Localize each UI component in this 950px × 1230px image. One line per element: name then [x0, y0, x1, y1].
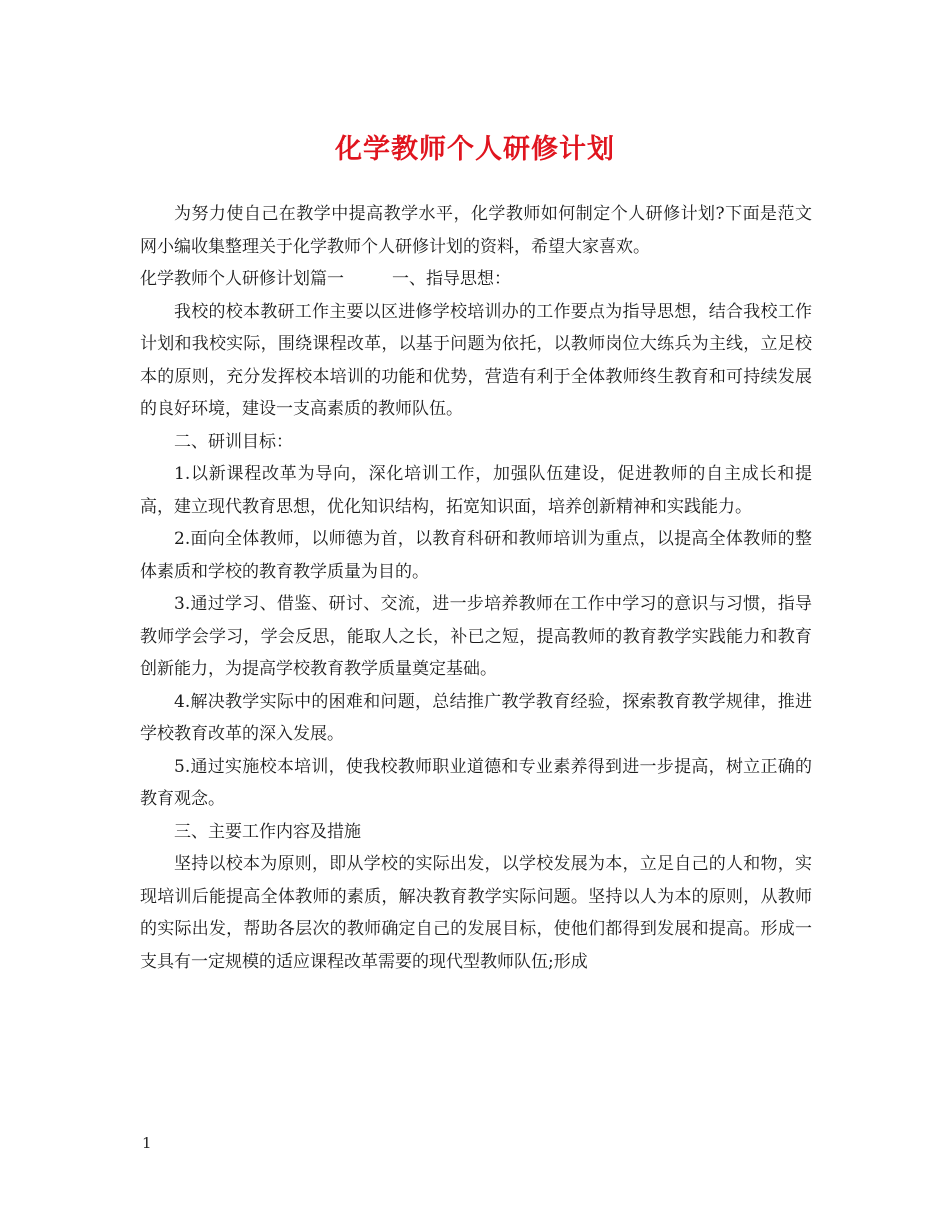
paragraph-measures: 坚持以校本为原则，即从学校的实际出发，以学校发展为本，立足自己的人和物，实现培训后能提高全体教师的素质，解决教育教学实际问题。坚持以人为本的原则，从教师的实际出发，帮助各层次的教师确定自己的发展目标，使他们都得到发展和提高。形成一支具有一定规模的适应课程改革需要的现代型教师队伍;形成 [140, 854, 812, 972]
paragraph-section-heading [140, 263, 812, 296]
section-title: 化学教师个人研修计划篇一 [140, 269, 344, 289]
subsection-heading-goals: 二、研训目标： [174, 431, 293, 452]
paragraph-goal-3: 3.通过学习、借鉴、研讨、交流，进一步培养教师在工作中学习的意识与习惯，指导教师学会学习，学会反思，能取人之长，补已之短，提高教师的教育教学实践能力和教育创新能力，为提高学校教育教学质量奠定基础。 [140, 594, 812, 679]
paragraph-guiding-thought: 我校的校本教研工作主要以区进修学校培训办的工作要点为指导思想，结合我校工作计划和我校实际，围绕课程改革，以基于问题为依托，以教师岗位大练兵为主线，立足校本的原则，充分发挥校本培训的功能和优势，营造有利于全体教师终生教育和可持续发展的良好环境，建设一支高素质的教师队伍。 [140, 301, 812, 419]
subsection-heading-measures: 三、主要工作内容及措施 [174, 821, 361, 842]
paragraph-goal-4: 4.解决教学实际中的困难和问题，总结推广教学教育经验，探索教育教学规律，推进学校教育改革的深入发展。 [140, 691, 812, 744]
paragraph-goal-2: 2.面向全体教师，以师德为首，以教育科研和教师培训为重点，以提高全体教师的整体素质和学校的教育教学质量为目的。 [140, 529, 812, 582]
subsection-heading-guiding-thought: 一、指导思想： [392, 269, 511, 289]
document-body [140, 198, 812, 978]
paragraph-intro: 为努力使自己在教学中提高教学水平，化学教师如何制定个人研修计划?下面是范文网小编收集整理关于化学教师个人研修计划的资料，希望大家喜欢。 [140, 204, 812, 257]
paragraph-goal-1: 1.以新课程改革为导向，深化培训工作，加强队伍建设，促进教师的自主成长和提高，建立现代教育思想，优化知识结构，拓宽知识面，培养创新精神和实践能力。 [140, 464, 812, 517]
page-number: 1 [142, 1134, 152, 1152]
document-title: 化学教师个人研修计划 [335, 134, 615, 165]
paragraph-goal-5: 5.通过实施校本培训，使我校教师职业道德和专业素养得到进一步提高，树立正确的教育观念。 [140, 756, 812, 809]
